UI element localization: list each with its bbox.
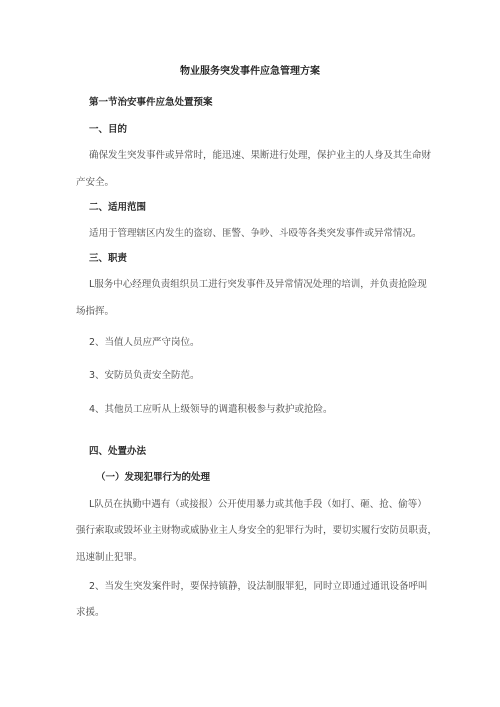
heading-method: 四、处置办法 xyxy=(89,446,147,457)
heading-duty: 三、职责 xyxy=(89,253,128,264)
paragraph-crime2-line1: 2、当发生突发案件时，要保持镇静，设法制服罪犯，同时立即通过通讯设备呼叫 xyxy=(89,581,428,592)
paragraph-duty2: 2、当值人员应严守岗位。 xyxy=(89,337,200,348)
paragraph-purpose-line1: 确保发生突发事件或异常时，能迅速、果断进行处理，保护业主的人身及其生命财 xyxy=(89,150,432,161)
heading-crime: （一）发现犯罪行为的处理 xyxy=(96,472,211,483)
paragraph-duty4: 4、其他员工应听从上级领导的调遣积极参与救护或抢险。 xyxy=(89,404,333,415)
paragraph-duty3: 3、安防员负责安全防范。 xyxy=(89,370,200,381)
section-heading: 第一节治安事件应急处置预案 xyxy=(89,97,213,108)
paragraph-crime1-line2: 强行索取或毁坏业主财物或威胁业主人身安全的犯罪行为时，要切实履行安防员职责， xyxy=(76,525,438,536)
paragraph-purpose-line2: 产安全。 xyxy=(76,177,115,188)
paragraph-scope: 适用于管理辖区内发生的盗窃、匪警、争吵、斗殴等各类突发事件或异常情况。 xyxy=(89,228,422,239)
heading-purpose: 一、目的 xyxy=(89,124,128,135)
paragraph-crime1-line1: L队员在执勤中遇有（或接报）公开使用暴力或其他手段（如打、砸、抢、偷等） xyxy=(89,499,427,510)
paragraph-duty1-line2: 场指挥。 xyxy=(76,306,115,317)
paragraph-crime1-line3: 迅速制止犯罪。 xyxy=(76,552,143,563)
document-title: 物业服务突发事件应急管理方案 xyxy=(180,66,320,77)
paragraph-duty1-line1: L服务中心经理负责组织员工进行突发事件及异常情况处理的培训，并负责抢险现 xyxy=(89,279,427,290)
heading-scope: 二、适用范围 xyxy=(89,202,147,213)
paragraph-crime2-line2: 求援。 xyxy=(76,607,105,618)
